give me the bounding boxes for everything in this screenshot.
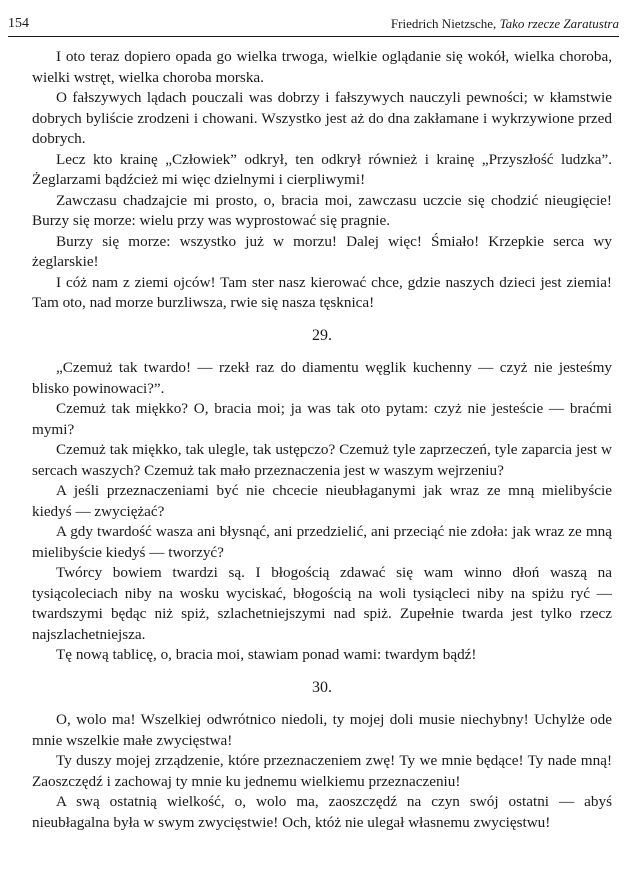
paragraph: Twórcy bowiem twardzi są. I błogością zdawać się wam winno dłoń waszą na tysiącoleciach niby na wosku wyciskać, błogością na woli tysiącleci niby na spiżu ryć — twardszymi będąc niż spiż, szlachetniejszymi nad spiż. Zupełnie twarda jest tylko rzecz najszlachetniejsza. [32, 564, 612, 643]
paragraph: A gdy twardość wasza ani błysnąć, ani przedzielić, ani przeciąć nie zdoła: jak wraz ze mną mielibyście kiedyś — tworzyć? [32, 523, 612, 561]
paragraph: Zawczasu chadzajcie mi prosto, o, bracia moi, zawczasu uczcie się chodzić nieugięcie! Burzy się morze: wielu przy was wyprostować się pragnie. [32, 191, 612, 229]
paragraph: O fałszywych lądach pouczali was dobrzy i fałszywych nauczyli pewności; w kłamstwie dobrych byliście zrodzeni i chowani. Wszystko jest aż do dna zakłamane i wykrzywione przed dobrych. [32, 89, 612, 147]
paragraph: O, wolo ma! Wszelkiej odwrótnico niedoli, ty mojej doli musie niechybny! Uchylże ode mnie wszelkie małe zwycięstwa! [32, 711, 612, 749]
running-head [391, 14, 619, 34]
page-body [32, 47, 612, 833]
paragraph: Burzy się morze: wszystko już w morzu! Dalej więc! Śmiało! Krzepkie serca wy żeglarskie! [32, 232, 612, 270]
page-number: 154 [8, 16, 29, 31]
running-head-author: Friedrich Nietzsche, [390, 16, 500, 31]
paragraph: Czemuż tak miękko, tak ulegle, tak ustępczo? Czemuż tyle zaprzeczeń, tyle zaparcia jest w sercach waszych? Czemuż tak mało przeznaczenia jest w waszym wejrzeniu? [32, 441, 612, 479]
section-number-29: 29. [312, 326, 332, 344]
paragraph: A jeśli przeznaczeniami być nie chcecie nieubłaganymi jak wraz ze mną mielibyście kiedyś — zwyciężać? [32, 482, 612, 520]
paragraph: Ty duszy mojej zrządzenie, które przeznaczeniem zwę! Ty we mnie będące! Ty nade mną! Zaoszczędź i zachowaj ty mnie ku jednemu wielkiemu przeznaczeniu! [32, 752, 612, 790]
paragraph: „Czemuż tak twardo! — rzekł raz do diamentu węglik kuchenny — czyż nie jesteśmy blisko powinowaci?”. [32, 359, 612, 397]
paragraph: I cóż nam z ziemi ojców! Tam ster nasz kierować chce, gdzie naszych dzieci jest ziemia! Tam oto, nad morze burzliwsza, rwie się nasza tęsknica! [32, 273, 612, 311]
paragraph: Czemuż tak miękko? O, bracia moi; ja was tak oto pytam: czyż nie jesteście — braćmi mymi? [32, 400, 612, 438]
page-header [8, 14, 619, 37]
running-head-book-title: Tako rzecze Zaratustra [499, 16, 619, 31]
paragraph: Lecz kto krainę „Człowiek” odkrył, ten odkrył również i krainę „Przyszłość ludzka”. Żeglarzami bądźcież mi więc dzielnymi i cierpliwymi! [32, 150, 612, 188]
section-number-30: 30. [312, 678, 332, 696]
paragraph: I oto teraz dopiero opada go wielka trwoga, wielkie oglądanie się wokół, wielka choroba, wielki wstręt, wielka choroba morska. [32, 48, 612, 86]
paragraph: A swą ostatnią wielkość, o, wolo ma, zaoszczędź na czyn swój ostatni — abyś nieubłagalna była w swym zwycięstwie! Och, któż nie ulegał własnemu zwycięstwu! [32, 793, 612, 831]
paragraph: Tę nową tablicę, o, bracia moi, stawiam ponad wami: twardym bądź! [56, 646, 477, 663]
